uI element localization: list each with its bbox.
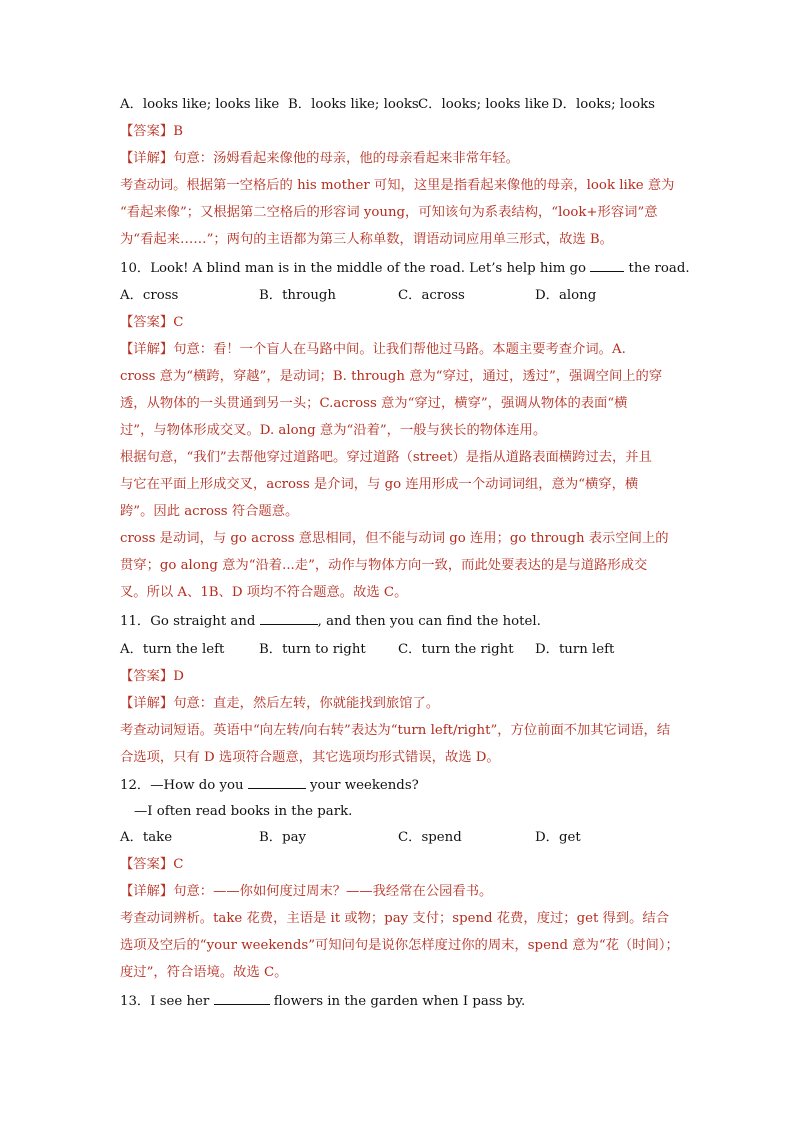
q10-option-b[interactable]: B．through: [259, 288, 336, 303]
answer-tag: 【答案】: [120, 315, 174, 330]
q9-answer: [120, 122, 676, 142]
q12-option-c[interactable]: C．spend: [398, 830, 462, 845]
answer-value: C: [173, 857, 184, 872]
answer-value: C: [173, 315, 184, 330]
q10-stem: 10．Look! A blind man is in the middle of the road. Let’s help him go the road.: [120, 261, 690, 276]
q12-option-a[interactable]: A．take: [120, 830, 173, 845]
answer-blank[interactable]: [260, 612, 318, 625]
q12-detail-line: 考查动词辨析。take 花费，主语是 it 或物；pay 支付；spend 花费，度过；get 得到。结合: [120, 911, 670, 926]
answer-blank[interactable]: [214, 992, 270, 1005]
q12-stem: 12．—How do you your weekends?: [120, 778, 419, 793]
answer-blank[interactable]: [590, 259, 624, 272]
q10-detail-line: 叉。所以 A、1B、D 项均不符合题意。故选 C。: [120, 585, 408, 600]
q10-detail-line: 跨”。因此 across 符合题意。: [120, 504, 299, 519]
q10-option-a[interactable]: A．cross: [120, 288, 179, 303]
q12-answer: [120, 855, 676, 875]
q9-option-b[interactable]: B．looks like; looks: [288, 97, 419, 112]
q12-option-b[interactable]: B．pay: [259, 830, 307, 845]
q10-option-c[interactable]: C．across: [398, 288, 465, 303]
q12-detail-line: 选项及空后的“your weekends”可知问句是说你怎样度过你的周末，spend 意为“花（时间）；: [120, 938, 679, 953]
q10-detail-line: 与它在平面上形成交叉，across 是介词，与 go 连用形成一个动词词组，意为“横穿，横: [120, 477, 639, 492]
q10-detail-line: 根据句意，“我们”去帮他穿过道路吧。穿过道路（street）是指从道路表面横跨过去，并且: [120, 450, 652, 465]
answer-tag: 【答案】: [120, 669, 174, 684]
q13-stem: 13．I see her flowers in the garden when I pass by.: [120, 994, 526, 1009]
q9-detail-line: 考查动词。根据第一空格后的 his mother 可知，这里是指看起来像他的母亲，look like 意为: [120, 178, 675, 193]
q10-answer: [120, 313, 676, 333]
detail-tag: 【详解】: [120, 884, 174, 899]
q9-detail-line: 【详解】句意：汤姆看起来像他的母亲，他的母亲看起来非常年轻。: [120, 151, 519, 166]
answer-blank[interactable]: [248, 776, 306, 789]
q12-stem-reply: —I often read books in the park.: [134, 804, 353, 819]
q10-detail-line: 过”，与物体形成交叉。D. along 意为“沿着”，一般与狭长的物体连用。: [120, 423, 547, 438]
q12-detail-line: 度过”，符合语境。故选 C。: [120, 965, 288, 980]
q11-option-b[interactable]: B．turn to right: [259, 642, 366, 657]
q10-option-d[interactable]: D．along: [535, 288, 597, 303]
detail-tag: 【详解】: [120, 696, 174, 711]
q11-detail-line: 【详解】句意：直走，然后左转，你就能找到旅馆了。: [120, 696, 440, 711]
q11-option-a[interactable]: A．turn the left: [120, 642, 225, 657]
q10-detail-line: 贯穿；go along 意为“沿着...走”，动作与物体方向一致，而此处要表达的是与道路形成交: [120, 558, 648, 573]
q11-option-d[interactable]: D．turn left: [535, 642, 615, 657]
q11-detail-line: 合选项，只有 D 选项符合题意，其它选项均形式错误，故选 D。: [120, 750, 500, 765]
q9-detail-line: “看起来像”；又根据第二空格后的形容词 young，可知该句为系表结构，“look+形容词”意: [120, 205, 658, 220]
q12-detail-line: 【详解】句意：——你如何度过周末？——我经常在公园看书。: [120, 884, 493, 899]
q10-detail-line: cross 意为“横跨，穿越”，是动词；B. through 意为“穿过，通过，透过”，强调空间上的穿: [120, 369, 663, 384]
q10-detail-line: cross 是动词，与 go across 意思相同，但不能与动词 go 连用；go through 表示空间上的: [120, 531, 669, 546]
detail-tag: 【详解】: [120, 342, 174, 357]
answer-tag: 【答案】: [120, 857, 174, 872]
q10-detail-line: 透，从物体的一头贯通到另一头；C.across 意为“穿过，横穿”，强调从物体的表面“横: [120, 396, 628, 411]
q11-detail-line: 考查动词短语。英语中“向左转/向右转”表达为“turn left/right”，方位前面不加其它词语，结: [120, 723, 671, 738]
q10-detail-line: 【详解】句意：看！一个盲人在马路中间。让我们帮他过马路。本题主要考查介词。A.: [120, 342, 626, 357]
q12-option-d[interactable]: D．get: [535, 830, 581, 845]
q9-detail-line: 为“看起来……”；两句的主语都为第三人称单数，谓语动词应用单三形式，故选 B。: [120, 232, 613, 247]
answer-value: B: [173, 124, 183, 139]
q11-answer: [120, 667, 676, 687]
answer-tag: 【答案】: [120, 124, 174, 139]
q9-option-a[interactable]: A．looks like; looks like: [120, 97, 280, 112]
q11-option-c[interactable]: C．turn the right: [398, 642, 514, 657]
q9-option-c[interactable]: C．looks; looks like: [418, 97, 550, 112]
detail-tag: 【详解】: [120, 151, 174, 166]
q9-option-d[interactable]: D．looks; looks: [552, 97, 655, 112]
answer-value: D: [173, 669, 184, 684]
q11-stem: 11．Go straight and , and then you can find the hotel.: [120, 614, 541, 629]
